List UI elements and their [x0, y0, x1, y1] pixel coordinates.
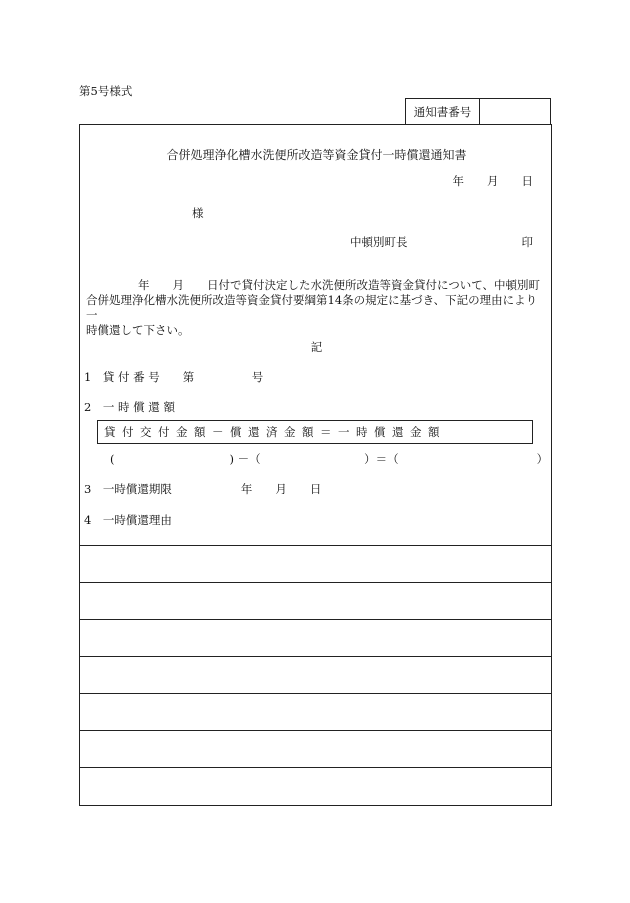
item-lump-sum: 2 一 時 償 還 額 [84, 400, 175, 414]
addressee-suffix: 様 [192, 206, 204, 220]
date-line: 年 月 日 [452, 174, 533, 188]
notice-number-box [405, 98, 551, 124]
notice-number-label: 通知書番号 [406, 99, 480, 124]
main-frame [79, 124, 552, 806]
ki-heading: 記 [310, 340, 323, 354]
formula-values: ( ) －（ ）＝（ ） [110, 452, 549, 466]
reason-line[interactable] [80, 619, 551, 620]
form-number: 第5号様式 [79, 84, 133, 98]
item-loan-number: 1 貸 付 番 号 第 号 [84, 370, 264, 384]
seal-mark: 印 [521, 235, 533, 249]
item-reason: 4 一時償還理由 [84, 513, 172, 527]
reason-line[interactable] [80, 693, 551, 694]
mayor-title: 中頓別町長 [350, 235, 408, 249]
body-line-3: 時償還して下さい。 [86, 323, 190, 337]
notice-number-field[interactable] [480, 99, 550, 124]
document-title: 合併処理浄化槽水洗便所改造等資金貸付一時償還通知書 [166, 148, 467, 162]
item-deadline: 3 一時償還期限 年 月 日 [84, 482, 322, 496]
reason-line[interactable] [80, 730, 551, 731]
reason-line[interactable] [80, 582, 551, 583]
formula-box: 貸付交付金額－償還済金額＝一時償還金額 [97, 420, 533, 444]
body-line-2: 合併処理浄化槽水洗便所改造等資金貸付要綱第14条の規定に基づき、下記の理由により一 [86, 293, 538, 322]
reason-line[interactable] [80, 767, 551, 768]
body-line-1: 年 月 日付で貸付決定した水洗便所改造等資金貸付について、中頓別町 [138, 278, 541, 292]
body-text [86, 278, 548, 338]
reason-line[interactable] [80, 545, 551, 546]
reason-line[interactable] [80, 656, 551, 657]
